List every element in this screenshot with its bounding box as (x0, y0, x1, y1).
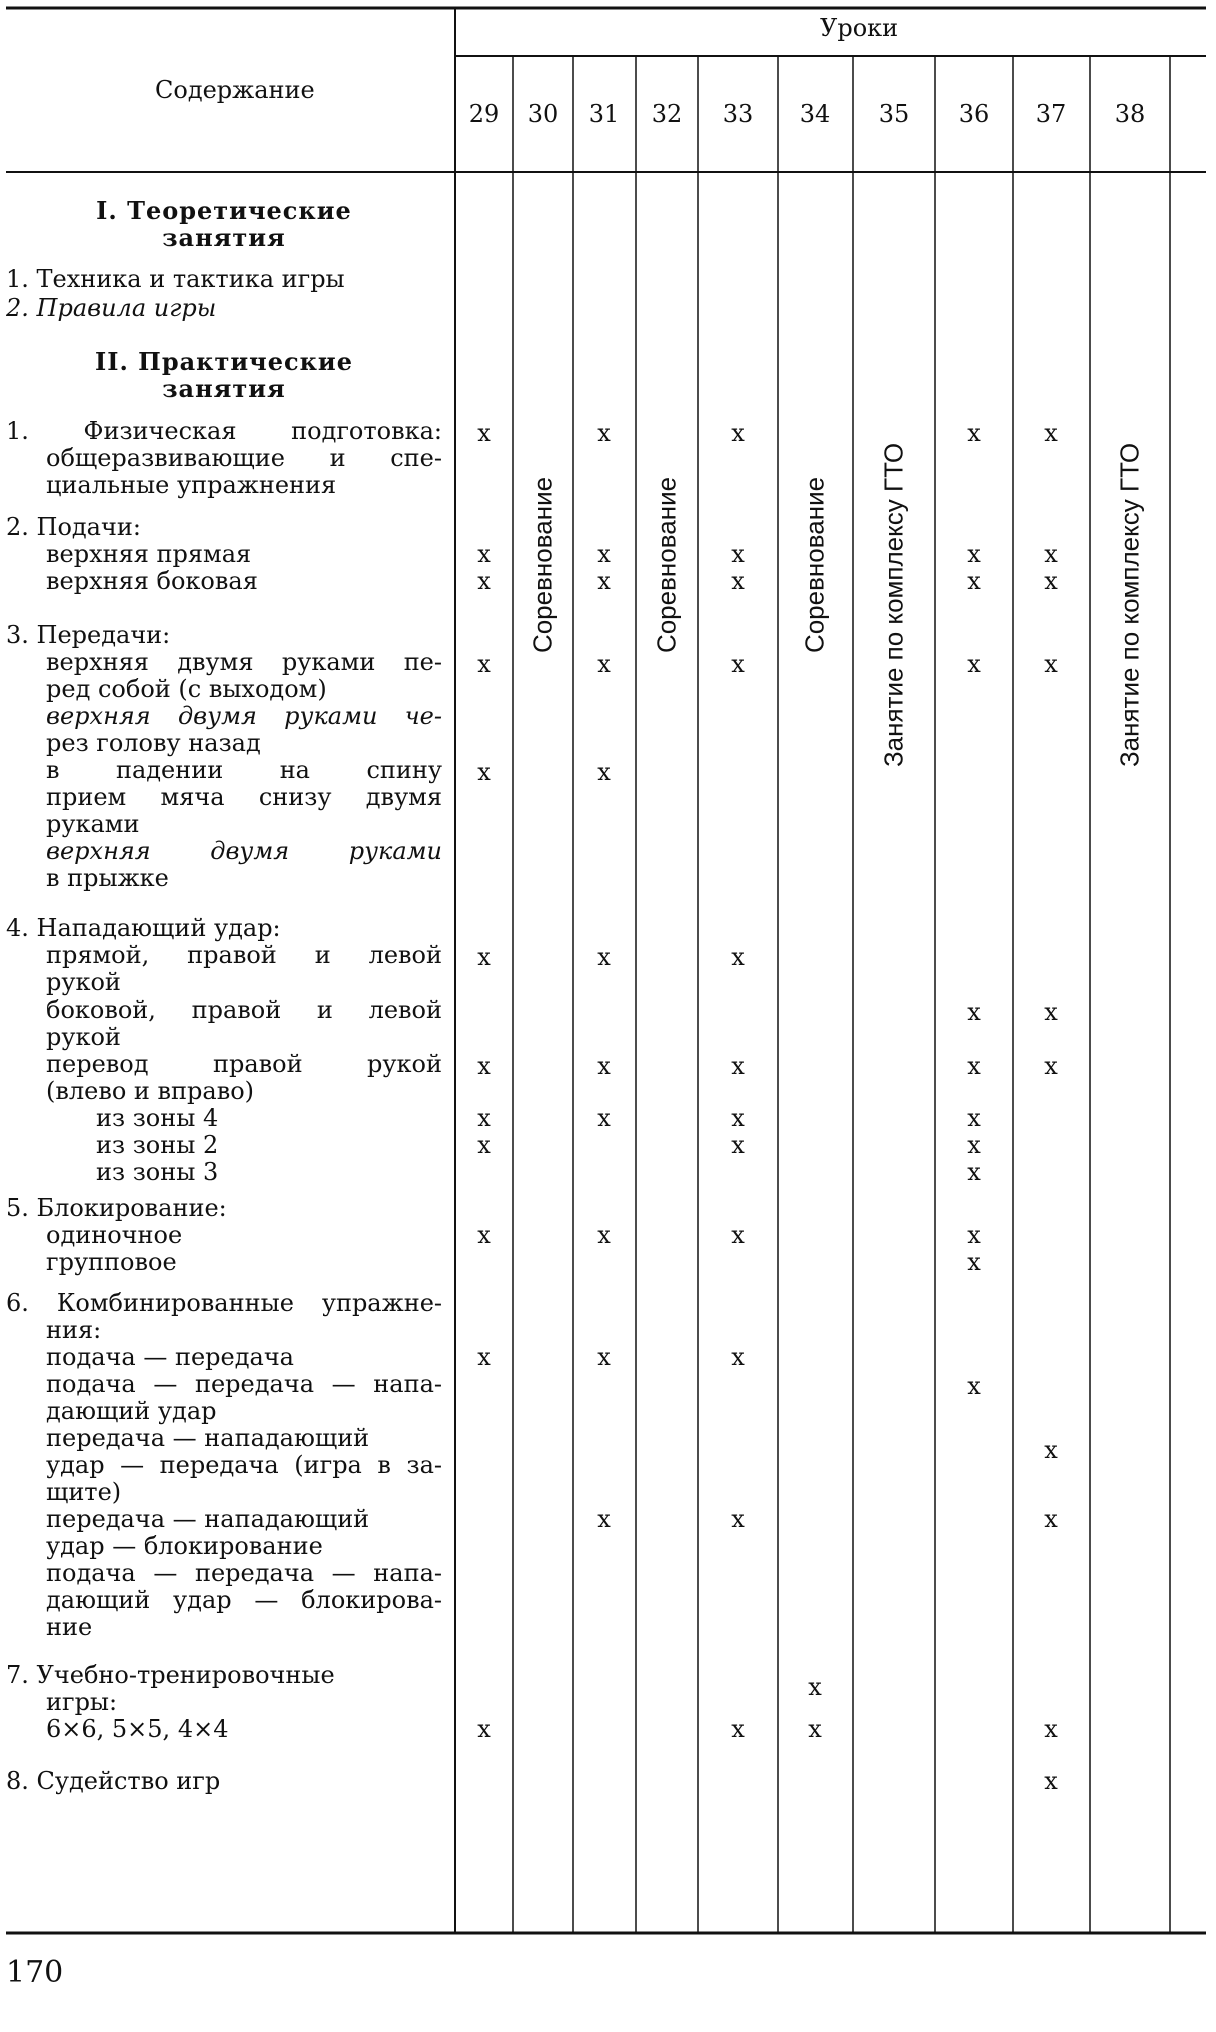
table-row (6, 197, 442, 251)
lesson-mark-29: x (477, 1715, 491, 1743)
lesson-number-32: 32 (651, 100, 683, 128)
row-text-line: подача — передача (46, 1344, 294, 1371)
lesson-mark-29: x (477, 419, 491, 447)
vertical-label-38: Занятие по комплексу ГТО (1114, 442, 1145, 768)
table-row (6, 703, 442, 757)
row-text-line: удар — блокирование (46, 1533, 323, 1560)
row-text-line: групповое (46, 1249, 177, 1276)
row-text-line: ред собой (с выходом) (46, 676, 327, 703)
table-row (6, 1105, 442, 1132)
table-row (6, 1506, 442, 1560)
row-text-line: II. Практические (94, 348, 353, 375)
row-text-line: подача — передача — напа- (46, 1560, 442, 1587)
lesson-mark-37: x (1044, 1052, 1058, 1080)
table-row (6, 1132, 442, 1159)
row-text-line: ния: (46, 1317, 102, 1344)
lesson-number-34: 34 (799, 100, 831, 128)
row-text-line: передача — нападающий (46, 1425, 370, 1452)
lesson-number-36: 36 (958, 100, 990, 128)
row-text-line: 6. Комбинированные упражне- (6, 1290, 442, 1317)
row-text-line: (влево и вправо) (46, 1078, 255, 1105)
lesson-mark-37: x (1044, 419, 1058, 447)
row-text-line: в падении на спину (46, 757, 442, 784)
lesson-mark-29: x (477, 1343, 491, 1371)
table-row (6, 568, 442, 595)
lesson-mark-31: x (597, 1505, 611, 1533)
row-text-line: подача — передача — напа- (46, 1371, 442, 1398)
vertical-label-30: Соревнование (527, 476, 558, 654)
lesson-number-37: 37 (1035, 100, 1067, 128)
lesson-mark-31: x (597, 540, 611, 568)
table-row (6, 514, 442, 541)
row-text-line: верхняя двумя руками пе- (46, 649, 442, 676)
table-row (6, 1159, 442, 1186)
lesson-mark-36: x (967, 1158, 981, 1186)
row-text-line: передача — нападающий (46, 1506, 370, 1533)
table-row (6, 1560, 442, 1641)
lesson-mark-31: x (597, 943, 611, 971)
table-row (6, 1425, 442, 1506)
lesson-mark-29: x (477, 1104, 491, 1132)
row-text-line: 4. Нападающий удар: (6, 915, 281, 942)
table-row (6, 541, 442, 568)
table-row (6, 1222, 442, 1249)
table-row (6, 266, 442, 293)
lesson-mark-33: x (731, 1131, 745, 1159)
row-text-line: одиночное (46, 1222, 183, 1249)
lesson-mark-33: x (731, 540, 745, 568)
lesson-mark-36: x (967, 1372, 981, 1400)
row-text-line: 8. Судейство игр (6, 1768, 221, 1795)
table-row (6, 915, 442, 942)
row-text-line: 6×6, 5×5, 4×4 (46, 1716, 229, 1743)
lesson-mark-36: x (967, 1248, 981, 1276)
lesson-mark-33: x (731, 943, 745, 971)
lesson-number-29: 29 (468, 100, 500, 128)
lesson-mark-29: x (477, 758, 491, 786)
lesson-mark-36: x (967, 1221, 981, 1249)
table-row (6, 1344, 442, 1371)
vertical-label-35: Занятие по комплексу ГТО (878, 442, 909, 768)
lesson-mark-37: x (1044, 1767, 1058, 1795)
row-text-line: общеразвивающие и спе- (46, 445, 442, 472)
table-row (6, 348, 442, 402)
lesson-mark-31: x (597, 758, 611, 786)
row-text-line: рез голову назад (46, 730, 261, 757)
lesson-mark-31: x (597, 1221, 611, 1249)
lesson-mark-29: x (477, 943, 491, 971)
lesson-mark-33: x (731, 1052, 745, 1080)
row-text-line: занятия (162, 375, 286, 402)
page-number: 170 (6, 1955, 64, 1990)
row-text-line: 2. Подачи: (6, 514, 141, 541)
lesson-mark-36: x (967, 540, 981, 568)
lesson-mark-34: x (808, 1673, 822, 1701)
lesson-number-30: 30 (527, 100, 559, 128)
row-text-line: I. Теоретические (96, 197, 352, 224)
row-text-line: 2. Правила игры (6, 295, 217, 322)
table-row (6, 1051, 442, 1105)
lesson-mark-33: x (731, 1104, 745, 1132)
row-text-line: 1. Техника и тактика игры (6, 266, 345, 293)
lesson-mark-36: x (967, 1131, 981, 1159)
lesson-mark-33: x (731, 650, 745, 678)
lesson-mark-36: x (967, 567, 981, 595)
content-column-header: Содержание (155, 76, 315, 104)
row-text-line: руками (46, 811, 140, 838)
lesson-mark-36: x (967, 998, 981, 1026)
table-row (6, 1249, 442, 1276)
table-row (6, 622, 442, 649)
lesson-mark-36: x (967, 650, 981, 678)
lesson-mark-34: x (808, 1715, 822, 1743)
row-text-line: 7. Учебно-тренировочные (6, 1662, 335, 1689)
row-text-line: 3. Передачи: (6, 622, 171, 649)
lesson-mark-37: x (1044, 998, 1058, 1026)
lesson-mark-29: x (477, 1221, 491, 1249)
lesson-mark-37: x (1044, 650, 1058, 678)
table-row (6, 1371, 442, 1425)
row-text-line: щите) (46, 1479, 122, 1506)
row-text-line: дающий удар (46, 1398, 217, 1425)
lesson-mark-37: x (1044, 567, 1058, 595)
row-text-line: удар — передача (игра в за- (46, 1452, 442, 1479)
lesson-mark-31: x (597, 1052, 611, 1080)
table-row (6, 1716, 442, 1743)
lesson-mark-37: x (1044, 540, 1058, 568)
row-text-line: из зоны 3 (96, 1159, 219, 1186)
lesson-mark-31: x (597, 1343, 611, 1371)
lesson-mark-33: x (731, 1715, 745, 1743)
lesson-mark-33: x (731, 1221, 745, 1249)
table-row (6, 997, 442, 1051)
row-text-line: занятия (162, 224, 286, 251)
lesson-mark-31: x (597, 1104, 611, 1132)
lesson-mark-33: x (731, 567, 745, 595)
row-text-line: перевод правой рукой (46, 1051, 442, 1078)
lesson-mark-29: x (477, 540, 491, 568)
row-text-line: 5. Блокирование: (6, 1195, 227, 1222)
row-text-line: рукой (46, 1024, 121, 1051)
row-text-line: циальные упражнения (46, 472, 337, 499)
lessons-header: Уроки (820, 14, 899, 42)
row-text-line: прямой, правой и левой (46, 942, 442, 969)
row-text-line: дающий удар — блокирова- (46, 1587, 442, 1614)
row-text-line: верхняя двумя руками (46, 838, 442, 865)
row-text-line: из зоны 2 (96, 1132, 219, 1159)
vertical-label-34: Соревнование (799, 476, 830, 654)
table-row (6, 295, 442, 322)
row-text-line: прием мяча снизу двумя (46, 784, 442, 811)
lesson-number-31: 31 (588, 100, 620, 128)
table-row (6, 418, 442, 499)
row-text-line: ние (46, 1614, 93, 1641)
lesson-mark-31: x (597, 650, 611, 678)
lesson-mark-37: x (1044, 1436, 1058, 1464)
lesson-number-35: 35 (878, 100, 910, 128)
table-row (6, 1290, 442, 1344)
lesson-mark-29: x (477, 1131, 491, 1159)
row-text-line: верхняя боковая (46, 568, 258, 595)
row-text-line: рукой (46, 969, 121, 996)
table-row (6, 838, 442, 892)
lesson-mark-29: x (477, 1052, 491, 1080)
lesson-mark-33: x (731, 1505, 745, 1533)
lesson-mark-33: x (731, 419, 745, 447)
lesson-mark-37: x (1044, 1505, 1058, 1533)
row-text-line: в прыжке (46, 865, 169, 892)
table-row (6, 649, 442, 703)
table-row (6, 942, 442, 996)
table-row (6, 1662, 442, 1716)
lesson-mark-29: x (477, 650, 491, 678)
table-row (6, 1195, 442, 1222)
row-text-line: из зоны 4 (96, 1105, 219, 1132)
row-text-line: игры: (46, 1689, 118, 1716)
lesson-mark-33: x (731, 1343, 745, 1371)
lesson-mark-31: x (597, 419, 611, 447)
row-text-line: верхняя двумя руками че- (46, 703, 442, 730)
row-text-line: боковой, правой и левой (46, 997, 442, 1024)
vertical-label-32: Соревнование (651, 476, 682, 654)
lesson-mark-37: x (1044, 1715, 1058, 1743)
lesson-mark-29: x (477, 567, 491, 595)
lesson-number-33: 33 (722, 100, 754, 128)
lesson-mark-36: x (967, 1104, 981, 1132)
lesson-mark-36: x (967, 1052, 981, 1080)
table-row (6, 757, 442, 838)
lesson-number-38: 38 (1114, 100, 1146, 128)
table-row (6, 1768, 442, 1795)
lesson-mark-31: x (597, 567, 611, 595)
row-text-line: верхняя прямая (46, 541, 252, 568)
row-text-line: 1. Физическая подготовка: (6, 418, 442, 445)
lesson-mark-36: x (967, 419, 981, 447)
